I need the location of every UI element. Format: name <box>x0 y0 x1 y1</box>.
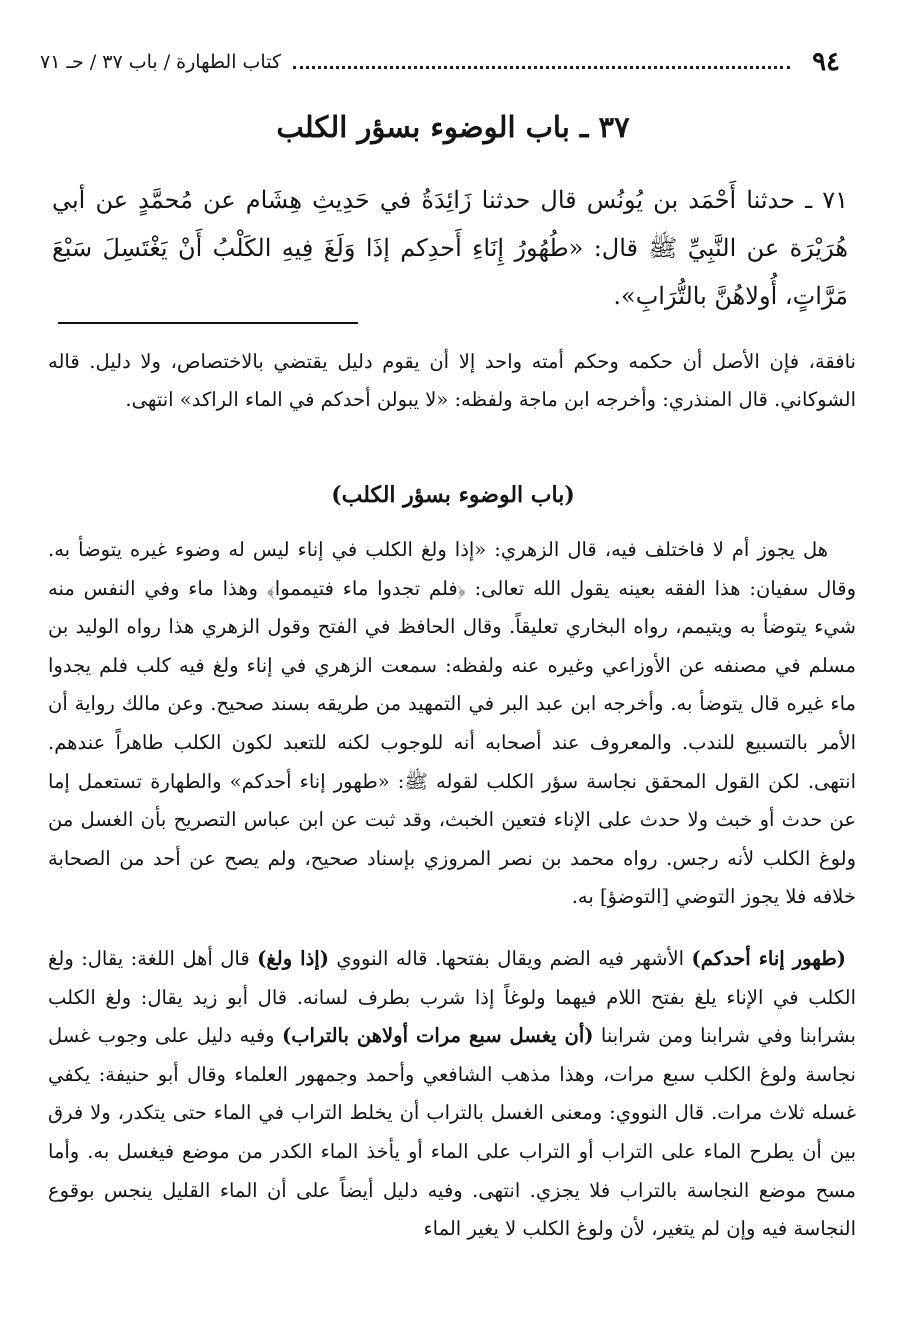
commentary-paragraph-2: هل يجوز أم لا فاختلف فيه، قال الزهري: «إذا ولغ الكلب في إناء ليس له وضوء غيره يتوضأ به. وقال سفيان: هذا الفقه بعينه يقول الله تعالى: ﴿فلم تجدوا ماء فتيمموا﴾ وهذا ماء وفي النفس منه شيء يتوضأ به ويتيمم، رواه البخاري تعليقاً. وقال الحافظ في الفتح وقول الزهري هذا رواه الوليد بن مسلم في مصنفه عن الأوزاعي وغيره عنه ولفظه: سمعت الزهري في إناء ولغ فيه كلب فلم يجدوا ماء غيره قال يتوضأ به. وأخرجه ابن عبد البر في التمهيد من طريقه بسند صحيح. وعن مالك رواية أن الأمر بالتسبيع للندب. والمعروف عند أصحابه أنه للوجوب لكنه للتعبد لكون الكلب طاهراً عندهم. انتهى. لكن القول المحقق نجاسة سؤر الكلب لقوله ﷺ: «طهور إناء أحدكم» والطهارة تستعمل إما عن حدث أو خبث ولا حدث على الإناء فتعين الخبث، وقد ثبت عن ابن عباس التصريح بأن الغسل من ولوغ الكلب لأنه رجس. رواه محمد بن نصر المروزي بإسناد صحيح، ولم يصح عن أحد من الصحابة خلافه فلا يجوز التوضي [التوضؤ] به. <box>48 538 856 909</box>
commentary-text: الأشهر فيه الضم ويقال بفتحها. قاله النووي <box>328 947 692 970</box>
commentary-paragraph-1: نافقة، فإن الأصل أن حكمه وحكم أمته واحد إلا أن يقوم دليل يقتضي بالاختصاص، ولا دليل. قاله الشوكاني. قال المنذري: وأخرجه ابن ماجة ولفظه: «لا يبولن أحدكم في الماء الراكد» انتهى. <box>48 350 856 412</box>
commentary-text: وفيه دليل على وجوب غسل نجاسة ولوغ الكلب سبع مرات، وهذا مذهب الشافعي وأحمد وجمهور العلماء وقال أبو حنيفة: يكفي غسله ثلاث مرات. قال النووي: ومعنى الغسل بالتراب أن يخلط التراب في الماء حتى يتكدر، ولا فرق بين أن يطرح الماء على التراب أو التراب على الماء أو يأخذ الماء الكدر من موضع فيغسل به. وأما مسح موضع النجاسة بالتراب فلا يجزي. انتهى. وفيه دليل أيضاً على أن الماء القليل ينجس بوقوع النجاسة فيه وإن لم يتغير، لأن ولوغ الكلب لا يغير الماء <box>48 1024 856 1241</box>
lemma-lead: (طهور إناء أحدكم) <box>691 947 846 970</box>
commentary-paragraph-3 <box>48 940 856 1249</box>
lemma-ref: (أن يغسل سبع مرات أولاهن بالتراب) <box>281 1024 594 1048</box>
header-dotted-leader <box>293 66 790 69</box>
commentary-subheading: (باب الوضوء بسؤر الكلب) <box>331 482 575 508</box>
footnote-separator-rule <box>58 322 358 324</box>
commentary-text: قال أهل اللغة: يقال: ولغ الكلب في الإناء يلغ بفتح اللام فيهما ولوغاً إذا شرب بطرف لسانه. قال أبو زيد يقال: ولغ الكلب بشرابنا وفي شرابنا ومن شرابنا <box>48 947 856 1048</box>
lemma-ref: (إذا ولغ) <box>257 947 329 970</box>
hadith-text: ٧١ ـ حدثنا أَحْمَد بن يُونُس قال حدثنا زَائِدَةُ في حَدِيثِ هِشَام عن مُحمَّدٍ عن أبي هُرَيْرَة عن النَّبِيِّ ﷺ قال: «طُهُورُ إِنَاءِ أَحدِكم إذَا وَلَغَ فِيهِ الكَلْبُ أَنْ يَغْتَسِلَ سَبْعَ مَرَّاتٍ، أُولاهُنَّ بالتُّرَابِ». <box>52 186 848 310</box>
page-header <box>40 42 840 82</box>
running-title: كتاب الطهارة / باب ٣٧ / حـ ٧١ <box>40 51 281 73</box>
chapter-title: ٣٧ ـ باب الوضوء بسؤر الكلب <box>276 110 630 144</box>
page-number: ٩٤ <box>812 47 840 77</box>
